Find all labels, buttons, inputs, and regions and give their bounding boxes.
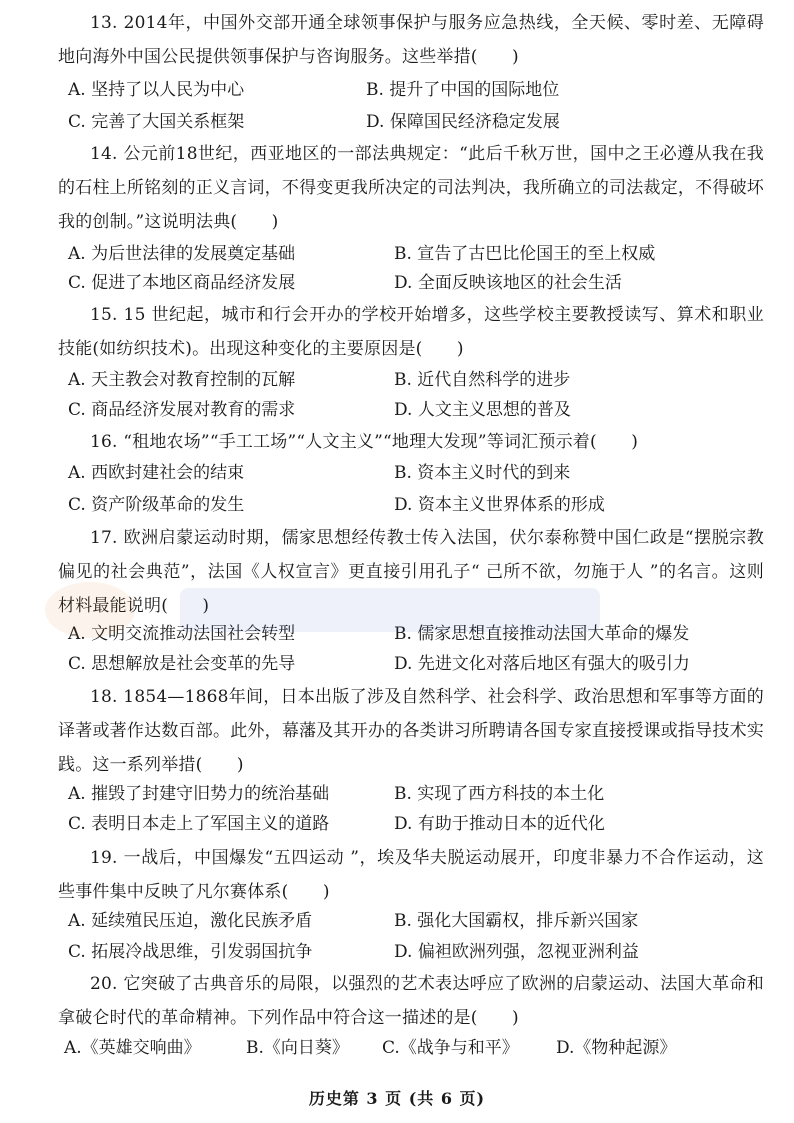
page-footer: 历史第 3 页 (共 6 页) — [308, 1089, 486, 1108]
question-13-option-a: A. 坚持了以人民为中心 — [68, 80, 245, 100]
question-17-stem: 17. 欧洲启蒙运动时期，儒家思想经传教士传入法国，伏尔泰称赞中国仁政是“摆脱宗教偏见的社会典范”，法国《人权宣言》更直接引用孔子“ 己所不欲，勿施于人 ”的名言。这则材料最能说明( ) — [58, 528, 764, 616]
question-13-stem: 13. 2014年，中国外交部开通全球领事保护与服务应急热线，全天候、零时差、无障碍地向海外中国公民提供领事保护与咨询服务。这些举措( ) — [58, 13, 764, 67]
question-15-stem: 15. 15 世纪起，城市和行会开办的学校开始增多，这些学校主要教授读写、算术和职业技能(如纺织技术)。出现这种变化的主要原因是( ) — [58, 305, 764, 359]
question-17-option-b: B. 儒家思想直接推动法国大革命的爆发 — [394, 624, 690, 644]
question-16-option-d: D. 资本主义世界体系的形成 — [394, 495, 605, 515]
question-18-option-c: C. 表明日本走上了军国主义的道路 — [68, 814, 330, 834]
question-14-option-b: B. 宣告了古巴比伦国王的至上权威 — [394, 244, 656, 264]
question-19-option-d: D. 偏袒欧洲列强，忽视亚洲利益 — [394, 942, 639, 962]
question-20-option-d: D.《物种起源》 — [556, 1038, 677, 1058]
question-13-option-c: C. 完善了大国关系框架 — [68, 112, 245, 132]
question-20-option-b: B.《向日葵》 — [246, 1038, 349, 1058]
question-14-stem: 14. 公元前18世纪，西亚地区的一部法典规定：“此后千秋万世，国中之王必遵从我在我的石柱上所铭刻的正义言词，不得变更我所决定的司法判决，我所确立的司法裁定，不得破坏我的创制。”这说明法典( ) — [58, 144, 764, 232]
question-18-option-a: A. 摧毁了封建守旧势力的统治基础 — [68, 784, 330, 804]
question-19-option-b: B. 强化大国霸权，排斥新兴国家 — [394, 911, 639, 931]
question-13-option-d: D. 保障国民经济稳定发展 — [366, 112, 560, 132]
question-16-option-a: A. 西欧封建社会的结束 — [68, 463, 245, 483]
question-19-option-c: C. 拓展冷战思维，引发弱国抗争 — [68, 942, 313, 962]
question-18-stem: 18. 1854—1868年间，日本出版了涉及自然科学、社会科学、政治思想和军事等方面的译著或著作达数百部。此外，幕藩及其开办的各类讲习所聘请各国专家直接授课或指导技术实践。这一系列举措( ) — [58, 687, 764, 775]
question-14-option-a: A. 为后世法律的发展奠定基础 — [68, 244, 296, 264]
question-18-option-d: D. 有助于推动日本的近代化 — [394, 814, 605, 834]
question-20-option-c: C.《战争与和平》 — [382, 1038, 519, 1058]
question-15-option-b: B. 近代自然科学的进步 — [394, 370, 571, 390]
question-17-option-a: A. 文明交流推动法国社会转型 — [68, 624, 296, 644]
question-13-option-b: B. 提升了中国的国际地位 — [366, 80, 560, 100]
question-18-option-b: B. 实现了西方科技的本土化 — [394, 784, 605, 804]
question-17-option-c: C. 思想解放是社会变革的先导 — [68, 654, 296, 674]
question-19-option-a: A. 延续殖民压迫，激化民族矛盾 — [68, 911, 313, 931]
question-16-stem: 16. “租地农场”“手工工场”“人文主义”“地理大发现”等词汇预示着( ) — [90, 432, 639, 452]
question-17-option-d: D. 先进文化对落后地区有强大的吸引力 — [394, 654, 690, 674]
question-15-option-d: D. 人文主义思想的普及 — [394, 400, 571, 420]
question-20-stem: 20. 它突破了古典音乐的局限，以强烈的艺术表达呼应了欧洲的启蒙运动、法国大革命和拿破仑时代的革命精神。下列作品中符合这一描述的是( ) — [58, 974, 764, 1028]
question-16-option-c: C. 资产阶级革命的发生 — [68, 495, 245, 515]
question-15-option-a: A. 天主教会对教育控制的瓦解 — [68, 370, 296, 390]
question-14-option-c: C. 促进了本地区商品经济发展 — [68, 273, 296, 293]
question-16-option-b: B. 资本主义时代的到来 — [394, 463, 571, 483]
question-19-stem: 19. 一战后，中国爆发“五四运动 ”，埃及华夫脱运动展开，印度非暴力不合作运动，这些事件集中反映了凡尔赛体系( ) — [58, 848, 764, 902]
question-15-option-c: C. 商品经济发展对教育的需求 — [68, 400, 296, 420]
question-20-option-a: A.《英雄交响曲》 — [64, 1038, 201, 1058]
question-14-option-d: D. 全面反映该地区的社会生活 — [394, 273, 622, 293]
